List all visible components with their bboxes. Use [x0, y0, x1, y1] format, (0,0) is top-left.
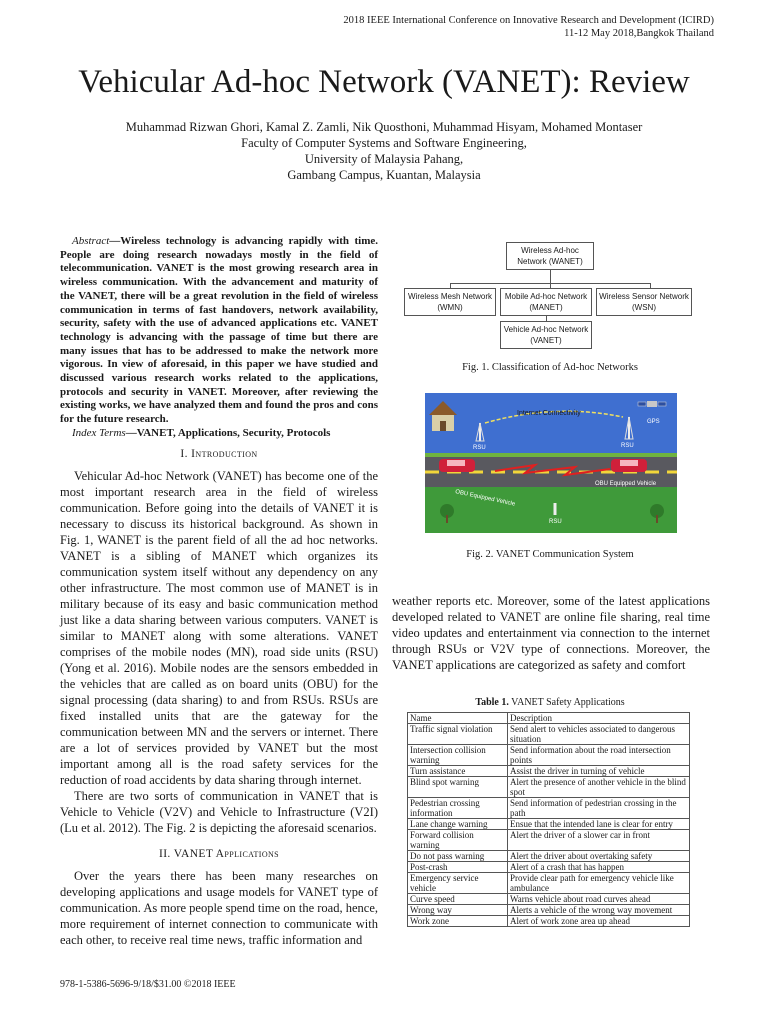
car-icon: [439, 459, 475, 472]
table-cell: Alert the driver about overtaking safety: [508, 851, 690, 862]
table-cell: Send alert to vehicles associated to dangerous situation: [508, 724, 690, 745]
table-cell: Warns vehicle about road curves ahead: [508, 894, 690, 905]
table-row: [408, 916, 690, 927]
node-manet: Mobile Ad-hoc Network (MANET): [500, 288, 592, 316]
right-body: [392, 593, 710, 673]
paragraph: There are two sorts of communication in VANET that is Vehicle to Vehicle (V2V) and Vehicle to Infrastructure (V2I) (Lu et al. 2012). The Fig. 2 is depicting the aforesaid scenarios.: [60, 789, 378, 835]
table-cell: Assist the driver in turning of vehicle: [508, 766, 690, 777]
paragraph: weather reports etc. Moreover, some of the latest applications developed related to VANET are online file sharing, real time video updates and entertainment via connection to the internet through RSUs or V2V type of connections. Moreover, the VANET applications are categorized as safety and comfort: [392, 594, 710, 672]
table-cell: Alerts a vehicle of the wrong way movement: [508, 905, 690, 916]
table-header-row: [408, 713, 690, 724]
figure-1-caption: Fig. 1. Classification of Ad-hoc Networks: [462, 362, 638, 373]
table-row: [408, 777, 690, 798]
table-cell: Lane change warning: [408, 819, 508, 830]
satellite-icon: [638, 401, 666, 407]
table-row: [408, 873, 690, 894]
table-row: [408, 798, 690, 819]
figure-2-caption: Fig. 2. VANET Communication System: [466, 549, 634, 560]
left-body: [60, 446, 378, 948]
index-terms: —VANET, Applications, Security, Protocols: [125, 426, 331, 439]
affiliation-line: Faculty of Computer Systems and Software Engineering,: [241, 136, 527, 150]
label-obu: OBU Equipped Vehicle: [454, 489, 516, 508]
paper-title: Vehicular Ad-hoc Network (VANET): Review: [78, 64, 690, 100]
abstract-text: —Wireless technology is advancing rapidly with time. People are doing research nowadays mostly in the field of telecommunication. VANET is the most growing research area in wireless communication. With the advancement and maturity of the VANET, there will be a great revolution in the field of wireless communication in terms of fast handovers, network availability, security, safety with the use of advanced applications etc. VANET technology is advancing with the passage of time but there are many issues that has to be addressed to make the network more vigorous. In view of aforesaid, in this paper we have studied and discussed various research works related to the applications, protocols and security in VANET. Moreover, after reviewing the existing works, we have analyzed them and found the pros and cons for the future research.: [60, 235, 378, 426]
section-heading: II. VANET Applications: [158, 848, 280, 860]
node-vanet: Vehicle Ad-hoc Network (VANET): [500, 321, 592, 349]
conference-date: 11-12 May 2018,Bangkok Thailand: [564, 28, 714, 39]
copyright-footer: 978-1-5386-5696-9/18/$31.00 ©2018 IEEE: [60, 979, 236, 990]
table-cell: Alert the presence of another vehicle in the blind spot: [508, 777, 690, 798]
label-rsu: RSU: [473, 445, 486, 451]
author-list: Muhammad Rizwan Ghori, Kamal Z. Zamli, Nik Quosthoni, Muhammad Hisyam, Mohamed Montaser: [125, 120, 643, 134]
table-row: [408, 745, 690, 766]
author-block: [0, 119, 768, 183]
table-cell: Blind spot warning: [408, 777, 508, 798]
label-internet: Internet Connectivity: [517, 410, 581, 417]
table-cell: Wrong way: [408, 905, 508, 916]
abstract-label: Abstract: [72, 235, 110, 247]
table-cell: Turn assistance: [408, 766, 508, 777]
node-wanet: Wireless Ad-hoc Network (WANET): [506, 242, 594, 270]
table-row: [408, 830, 690, 851]
connector: [550, 270, 551, 283]
table-cell: Send information about the road intersection points: [508, 745, 690, 766]
table-cell: Ensue that the intended lane is clear for entry: [508, 819, 690, 830]
car-icon: [611, 459, 647, 472]
table-cell: Intersection collision warning: [408, 745, 508, 766]
table-caption: [400, 697, 700, 708]
table-label: Table 1.: [475, 697, 509, 708]
table-cell: Provide clear path for emergency vehicle like ambulance: [508, 873, 690, 894]
table-cell: Curve speed: [408, 894, 508, 905]
paragraph: Over the years there has been many researches on developing applications and usage models for VANET type of communication. As more people spend time on the road, hence, more requirement of internet connection to communicate with each other, to receive real time news, traffic information and: [60, 869, 378, 947]
table-cell: Emergency service vehicle: [408, 873, 508, 894]
safety-applications-table: [407, 712, 690, 927]
table-title: VANET Safety Applications: [511, 697, 625, 708]
label-gps: GPS: [647, 419, 660, 425]
table-cell: Alert the driver of a slower car in front: [508, 830, 690, 851]
grass-strip: [425, 453, 677, 457]
table-row: [408, 862, 690, 873]
abstract: [60, 235, 378, 441]
affiliation-line: Gambang Campus, Kuantan, Malaysia: [287, 168, 481, 182]
table-row: [408, 851, 690, 862]
section-heading: I. Introduction: [180, 448, 258, 460]
table-header-cell: Description: [508, 713, 690, 724]
table-row: [408, 905, 690, 916]
table-cell: Forward collision warning: [408, 830, 508, 851]
table-cell: Alert of work zone area up ahead: [508, 916, 690, 927]
figure-1-diagram: [400, 240, 700, 350]
conference-header: [343, 14, 714, 40]
figure-2-illustration: [425, 393, 677, 533]
table-row: [408, 724, 690, 745]
table-row: [408, 894, 690, 905]
node-wmn: Wireless Mesh Network (WMN): [404, 288, 496, 316]
node-wsn: Wireless Sensor Network (WSN): [596, 288, 692, 316]
paragraph: Vehicular Ad-hoc Network (VANET) has become one of the most important research area in the field of wireless communication. Before going into the details of VANET it is necessary to discuss its historical background. As shown in Fig. 1, WANET is the parent field of all the ad hoc networks. VANET is a sibling of MANET which organizes its communication system itself without any dependency on any other infrastructure. The most common use of MANET is in military because of its easy and basic communication method just like a data sharing between various computers. VANET is similar to MANET along with some alterations. VANET comprises of the mobile nodes (MN), road side units (RSU) (Yong et al. 2016). Mobile nodes are the sensors embedded in the vehicles that are called as on board units (OBU) for the signal processing (data sharing) to and from RSUs. RSUs are fixed installed units that are the gateway for the communication between MN and the servers or internet. There are a lot of services provided by VANET but the most important among all is the road safety services for the reduction of road accidents by data sharing through internet.: [60, 469, 378, 787]
table-row: [408, 819, 690, 830]
label-rsu: RSU: [621, 443, 634, 449]
table-cell: Work zone: [408, 916, 508, 927]
label-obu: OBU Equipped Vehicle: [595, 481, 657, 487]
table-cell: Pedestrian crossing information: [408, 798, 508, 819]
label-rsu: RSU: [549, 519, 562, 525]
table-cell: Alert of a crash that has happen: [508, 862, 690, 873]
table-cell: Send information of pedestrian crossing in the path: [508, 798, 690, 819]
affiliation-line: University of Malaysia Pahang,: [304, 152, 464, 166]
conference-name: 2018 IEEE International Conference on Innovative Research and Development (ICIRD): [343, 15, 714, 26]
table-cell: Post-crash: [408, 862, 508, 873]
table-row: [408, 766, 690, 777]
index-terms-label: Index Terms: [72, 426, 126, 439]
table-cell: Do not pass warning: [408, 851, 508, 862]
table-cell: Traffic signal violation: [408, 724, 508, 745]
table-header-cell: Name: [408, 713, 508, 724]
